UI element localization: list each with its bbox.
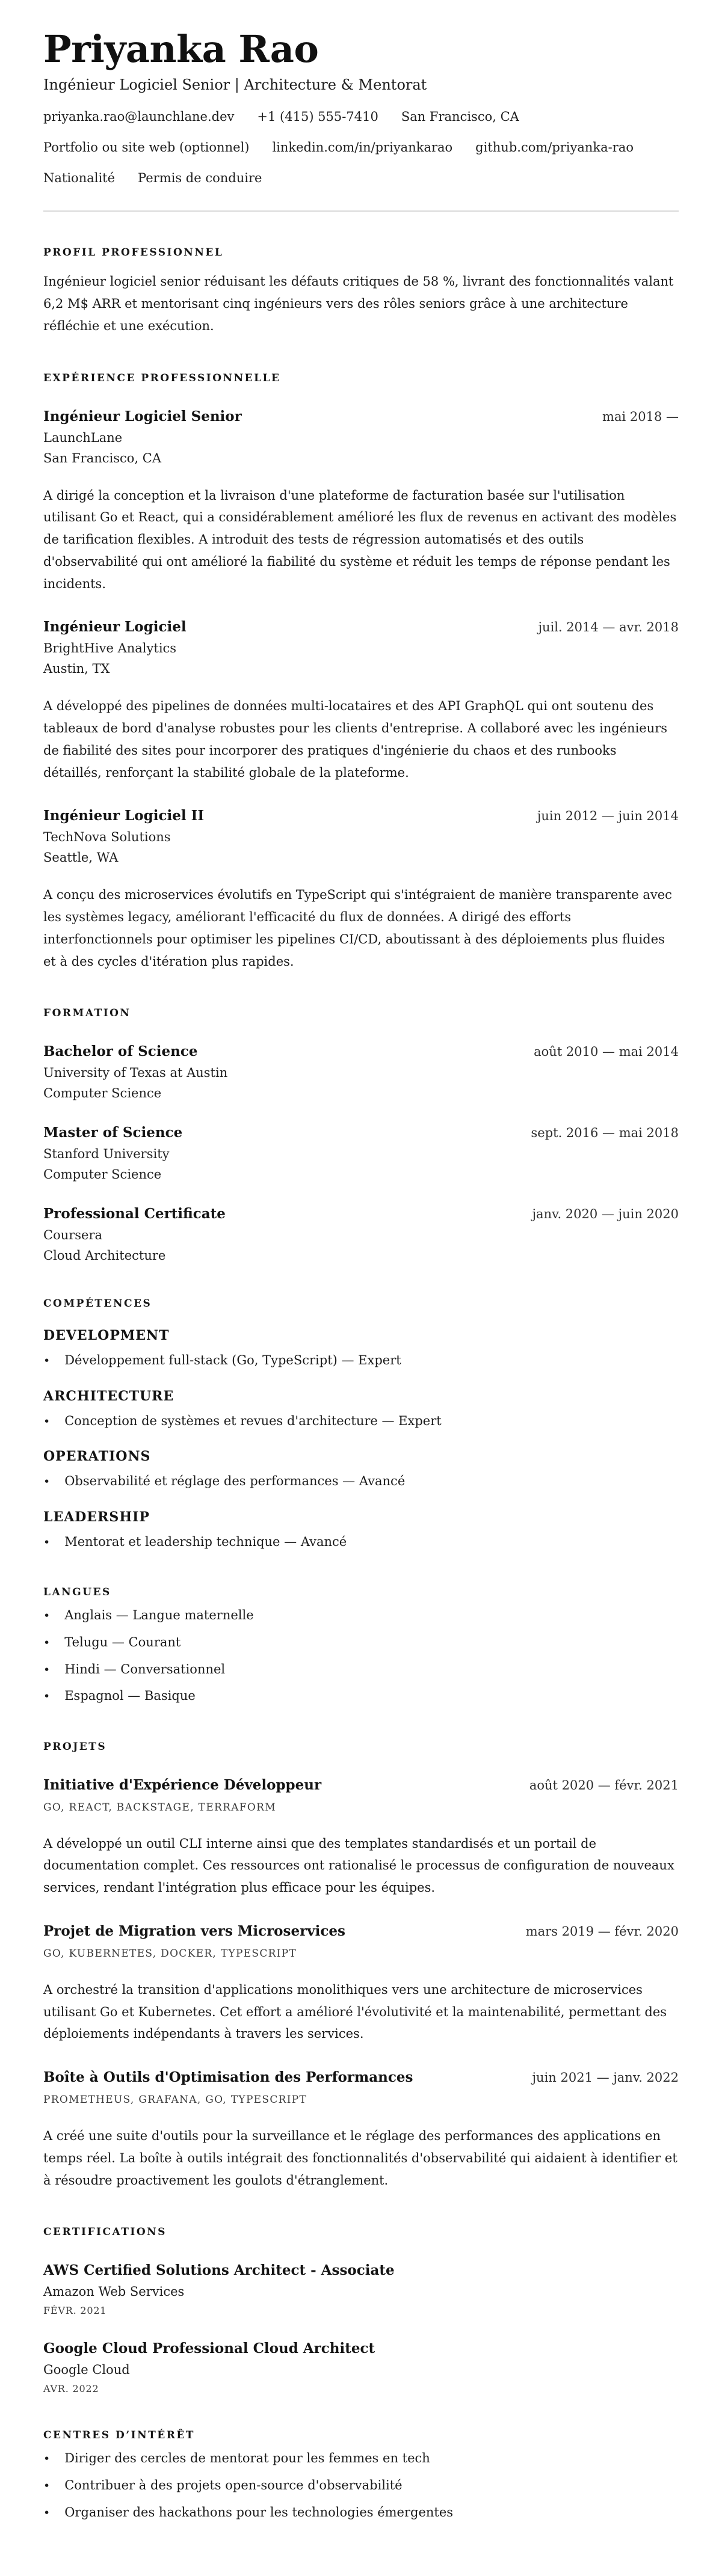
section-experience <box>43 372 679 973</box>
job-dates: juil. 2014 — avr. 2018 <box>538 620 679 635</box>
job-company: BrightHive Analytics <box>43 641 177 656</box>
skill-text: Mentorat et leadership technique — Avancé <box>64 1534 347 1549</box>
project-header <box>43 1777 679 1793</box>
skill-group-title: LEADERSHIP <box>43 1509 150 1525</box>
skill-list <box>43 1411 679 1431</box>
skill-list <box>43 1351 679 1370</box>
job-dates: juin 2012 — juin 2014 <box>537 809 679 824</box>
section-projects <box>43 1741 679 2192</box>
driving-license-text: Permis de conduire <box>138 171 262 186</box>
project-header <box>43 1923 679 1939</box>
section-title-languages: LANGUES <box>43 1586 111 1599</box>
degree-title: Master of Science <box>43 1124 183 1141</box>
language-text: Espagnol — Basique <box>64 1688 196 1704</box>
nationality-text: Nationalité <box>43 171 116 186</box>
job-title: Ingénieur Logiciel Senior <box>43 408 242 425</box>
bullet-icon: • <box>43 1475 51 1489</box>
education-header <box>43 1043 679 1060</box>
field-of-study: Computer Science <box>43 1086 162 1101</box>
school-name: University of Texas at Austin <box>43 1066 228 1081</box>
skill-list <box>43 1532 679 1552</box>
education-dates: sept. 2016 — mai 2018 <box>531 1126 679 1141</box>
certification-issuer: Google Cloud <box>43 2363 130 2378</box>
skill-item <box>43 1411 679 1431</box>
contact-row-1 <box>43 109 679 124</box>
project-description: A orchestré la transition d'applications monolithiques vers une architecture de microservices utilisant Go et Kubernetes. Cet effort a amélioré l'évolutivité et la maintenabilité, permettant des déploiements indépendants à travers les services. <box>43 1982 667 2041</box>
section-title-projects: PROJETS <box>43 1740 107 1753</box>
job-title: Ingénieur Logiciel <box>43 619 187 636</box>
section-certifications <box>43 2226 679 2394</box>
education-header <box>43 1124 679 1141</box>
section-education <box>43 1007 679 1263</box>
section-skills <box>43 1298 679 1551</box>
job-location: Austin, TX <box>43 661 110 676</box>
github-text: github.com/priyanka-rao <box>475 140 634 155</box>
profile-summary: Ingénieur logiciel senior réduisant les défauts critiques de 58 %, livrant des fonctionnalités valant 6,2 M$ ARR et mentorisant cinq ingénieurs vers des rôles seniors grâce à une architecture réfléchie et une exécution. <box>43 274 674 333</box>
skill-item <box>43 1351 679 1370</box>
language-item <box>43 1660 679 1679</box>
project-tags: GO, KUBERNETES, DOCKER, TYPESCRIPT <box>43 1947 297 1960</box>
section-title-profile: PROFIL PROFESSIONNEL <box>43 247 224 259</box>
job-description: A conçu des microservices évolutifs en TypeScript qui s'intégraient de manière transparente avec les systèmes legacy, améliorant l'efficacité du flux de données. A dirigé des efforts interfonctionnels pour optimiser les pipelines CI/CD, aboutissant à des déploiements plus fluides et à des cycles d'itération plus rapides. <box>43 888 672 969</box>
linkedin-text: linkedin.com/in/priyankarao <box>272 140 453 155</box>
education-dates: janv. 2020 — juin 2020 <box>532 1207 679 1222</box>
school-name: Coursera <box>43 1228 103 1243</box>
interest-text: Organiser des hackathons pour les technologies émergentes <box>64 2504 454 2519</box>
project-title: Boîte à Outils d'Optimisation des Performances <box>43 2069 413 2086</box>
skill-text: Développement full-stack (Go, TypeScript) — Expert <box>64 1353 401 1368</box>
certification-entry <box>43 2340 679 2394</box>
contact-row-3 <box>43 171 679 185</box>
certification-date: AVR. 2022 <box>43 2383 99 2395</box>
bullet-icon: • <box>43 1663 51 1676</box>
certification-title: Google Cloud Professional Cloud Architect <box>43 2340 375 2357</box>
phone-text: +1 (415) 555-7410 <box>257 109 378 124</box>
job-header <box>43 619 679 635</box>
language-text: Anglais — Langue maternelle <box>64 1608 254 1623</box>
resume-header <box>43 28 679 212</box>
skill-item <box>43 1532 679 1552</box>
project-description: A développé un outil CLI interne ainsi que des templates standardisés et un portail de documentation complet. Ces ressources ont rationalisé le processus de configuration de nouveaux services, rendant l'intégration plus efficace pour les équipes. <box>43 1836 674 1895</box>
project-tags: GO, REACT, BACKSTAGE, TERRAFORM <box>43 1801 276 1814</box>
skill-group-architecture <box>43 1388 679 1431</box>
section-profile <box>43 247 679 337</box>
project-dates: août 2020 — févr. 2021 <box>529 1777 679 1792</box>
section-title-interests: CENTRES D’INTÉRÊT <box>43 2429 195 2442</box>
skill-text: Conception de systèmes et revues d'architecture — Expert <box>64 1413 442 1428</box>
section-title-certifications: CERTIFICATIONS <box>43 2226 167 2239</box>
headline: Ingénieur Logiciel Senior | Architecture & Mentorat <box>43 76 427 94</box>
school-name: Stanford University <box>43 1147 170 1162</box>
degree-title: Professional Certificate <box>43 1206 226 1222</box>
education-entry <box>43 1124 679 1182</box>
project-entry <box>43 1777 679 1899</box>
skill-text: Observabilité et réglage des performances — Avancé <box>64 1474 406 1489</box>
project-header <box>43 2069 679 2085</box>
bullet-icon: • <box>43 2479 51 2492</box>
section-languages <box>43 1586 679 1705</box>
job-company: LaunchLane <box>43 430 123 445</box>
skill-group-operations <box>43 1449 679 1491</box>
job-header <box>43 808 679 824</box>
job-company: TechNova Solutions <box>43 830 171 845</box>
job-location: Seattle, WA <box>43 850 119 865</box>
language-item <box>43 1605 679 1625</box>
language-list <box>43 1605 679 1705</box>
section-title-experience: EXPÉRIENCE PROFESSIONNELLE <box>43 372 281 384</box>
field-of-study: Computer Science <box>43 1167 162 1182</box>
job-dates: mai 2018 — <box>602 409 679 424</box>
project-tags: PROMETHEUS, GRAFANA, GO, TYPESCRIPT <box>43 2094 307 2106</box>
bullet-icon: • <box>43 1690 51 1704</box>
skill-item <box>43 1471 679 1491</box>
job-header <box>43 408 679 425</box>
portfolio-text: Portfolio ou site web (optionnel) <box>43 140 250 155</box>
job-description: A développé des pipelines de données multi-locataires et des API GraphQL qui ont soutenu des tableaux de bord d'analyse robustes pour les clients d'entreprise. A collaboré avec les ingénieurs de fiabilité des sites pour incorporer des pratiques d'ingénierie du chaos et des runbooks détaillés, renforçant la stabilité globale de la plateforme. <box>43 699 668 780</box>
language-text: Hindi — Conversationnel <box>64 1661 226 1676</box>
skill-group-development <box>43 1328 679 1370</box>
interest-item <box>43 2449 679 2468</box>
education-header <box>43 1206 679 1222</box>
certification-entry <box>43 2262 679 2316</box>
certification-date: FÉVR. 2021 <box>43 2305 107 2317</box>
skill-group-title: OPERATIONS <box>43 1449 151 1465</box>
section-title-education: FORMATION <box>43 1007 131 1020</box>
degree-title: Bachelor of Science <box>43 1043 198 1060</box>
interest-list <box>43 2449 679 2522</box>
certification-title: AWS Certified Solutions Architect - Associate <box>43 2262 395 2279</box>
bullet-icon: • <box>43 1609 51 1623</box>
bullet-icon: • <box>43 2452 51 2466</box>
bullet-icon: • <box>43 1535 51 1549</box>
field-of-study: Cloud Architecture <box>43 1248 166 1263</box>
job-title: Ingénieur Logiciel II <box>43 808 205 824</box>
project-entry <box>43 2069 679 2191</box>
project-description: A créé une suite d'outils pour la surveillance et le réglage des performances des applications en temps réel. La boîte à outils intégrait des fonctionnalités d'observabilité qui aidaient à identifier et à résoudre proactivement les goulots d'étranglement. <box>43 2129 677 2188</box>
education-dates: août 2010 — mai 2014 <box>534 1044 679 1060</box>
project-title: Projet de Migration vers Microservices <box>43 1922 345 1939</box>
section-title-skills: COMPÉTENCES <box>43 1298 152 1310</box>
project-dates: juin 2021 — janv. 2022 <box>532 2070 679 2085</box>
job-description: A dirigé la conception et la livraison d'une plateforme de facturation basée sur l'utilisation utilisant Go et React, qui a considérablement amélioré les flux de revenus en activant des modèles de tarification flexibles. A introduit des tests de régression automatisés et des outils d'observabilité qui ont amélioré la fiabilité du système et réduit les temps de réponse pendant les incidents. <box>43 488 677 591</box>
contact-row-2 <box>43 140 679 155</box>
bullet-icon: • <box>43 2506 51 2519</box>
location-text: San Francisco, CA <box>401 109 519 124</box>
interest-item <box>43 2503 679 2522</box>
project-entry <box>43 1923 679 2045</box>
project-dates: mars 2019 — févr. 2020 <box>525 1924 679 1939</box>
header-divider <box>43 210 679 212</box>
job-entry <box>43 808 679 972</box>
interest-text: Diriger des cercles de mentorat pour les femmes en tech <box>64 2451 430 2466</box>
interest-text: Contribuer à des projets open-source d'observabilité <box>64 2477 403 2492</box>
language-item <box>43 1686 679 1706</box>
skill-group-title: DEVELOPMENT <box>43 1328 170 1344</box>
project-title: Initiative d'Expérience Développeur <box>43 1776 322 1793</box>
job-entry <box>43 619 679 784</box>
job-location: San Francisco, CA <box>43 450 162 465</box>
certification-issuer: Amazon Web Services <box>43 2284 185 2299</box>
job-entry <box>43 408 679 595</box>
skill-group-title: ARCHITECTURE <box>43 1388 174 1404</box>
email-text: priyanka.rao@launchlane.dev <box>43 109 235 124</box>
bullet-icon: • <box>43 1354 51 1368</box>
candidate-name: Priyanka Rao <box>43 27 319 71</box>
section-interests <box>43 2429 679 2522</box>
skill-list <box>43 1471 679 1491</box>
skill-group-leadership <box>43 1509 679 1552</box>
interest-item <box>43 2476 679 2495</box>
bullet-icon: • <box>43 1636 51 1650</box>
education-entry <box>43 1043 679 1100</box>
language-text: Telugu — Courant <box>64 1635 181 1650</box>
language-item <box>43 1633 679 1652</box>
education-entry <box>43 1206 679 1263</box>
bullet-icon: • <box>43 1414 51 1428</box>
